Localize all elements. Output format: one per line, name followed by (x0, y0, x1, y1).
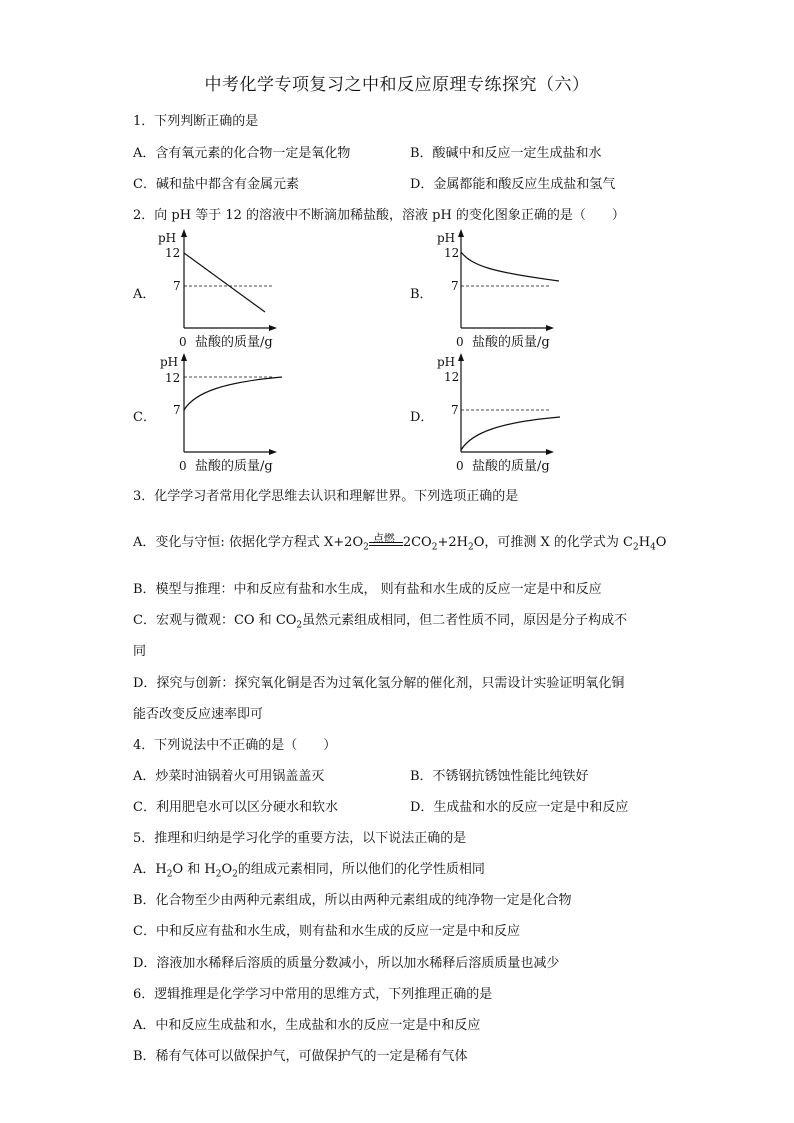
q5-option-c[interactable]: C．中和反应有盐和水生成，则有盐和水生成的反应一定是中和反应 (133, 924, 520, 939)
q6-stem: 6．逻辑推理是化学学习中常用的思维方式，下列推理正确的是 (133, 987, 493, 1002)
subscript: 2 (467, 542, 474, 553)
q3-option-c-cont: 同 (133, 644, 147, 659)
q2-option-c-label[interactable]: C． (133, 410, 156, 425)
y-axis-arrow (181, 229, 187, 237)
q1-option-d[interactable]: D．金属都能和酸反应生成盐和氢气 (410, 177, 616, 192)
q5-stem: 5．推理和归纳是学习化学的重要方法，以下说法正确的是 (133, 831, 467, 846)
x-axis-arrow (546, 449, 554, 455)
y-axis-arrow (181, 353, 187, 361)
q3-a-text-3: +2H (437, 535, 468, 550)
q6-option-a[interactable]: A．中和反应生成盐和水，生成盐和水的反应一定是中和反应 (133, 1018, 481, 1033)
x-axis-label: 盐酸的质量/g (195, 335, 273, 350)
q3-a-text-6: O (655, 535, 667, 550)
q5-option-a[interactable] (133, 858, 485, 880)
q5-option-b[interactable]: B．化合物至少由两种元素组成，所以由两种元素组成的纯净物一定是化合物 (133, 893, 572, 908)
y-axis-label: pH (437, 231, 456, 245)
y-axis-arrow (458, 353, 464, 361)
q3-stem: 3．化学学习者常用化学思维去认识和理解世界。下列选项正确的是 (133, 489, 519, 504)
q5-a-text-3: O (221, 862, 233, 877)
q3-a-text-1: A．变化与守恒: 依据化学方程式 X+2O (133, 535, 364, 550)
ph-curve (461, 252, 559, 281)
x-axis-label: 盐酸的质量/g (472, 459, 550, 474)
tick-12: 12 (165, 246, 181, 260)
y-axis-label: pH (160, 355, 179, 369)
tick-12: 12 (444, 246, 460, 260)
q5-a-text-4: 的组成元素相同，所以他们的化学性质相同 (237, 862, 485, 877)
x-axis-arrow (269, 325, 277, 331)
origin-label: 0 (179, 335, 187, 349)
q2-option-a-label[interactable]: A． (133, 287, 156, 302)
y-axis-label: pH (158, 231, 177, 245)
origin-label: 0 (456, 459, 464, 473)
subscript: 2 (166, 869, 173, 880)
q3-a-text-5: H (638, 535, 651, 550)
q3-a-text-4: O，可推测 X 的化学式为 C (473, 535, 633, 550)
q1-stem: 1．下列判断正确的是 (133, 114, 259, 129)
y-axis-arrow (458, 229, 464, 237)
q2-option-b-label[interactable]: B． (410, 287, 433, 302)
subscript: 4 (650, 542, 656, 553)
q4-option-a[interactable]: A．炒菜时油锅着火可用锅盖盖灭 (133, 769, 325, 784)
equals-sign (369, 542, 403, 546)
ph-curve (461, 417, 560, 450)
q3-option-c[interactable] (133, 609, 627, 631)
q5-option-d[interactable]: D．溶液加水稀释后溶质的质量分数减小，所以加水稀释后溶质质量也减少 (133, 956, 560, 971)
subscript: 2 (431, 542, 438, 553)
tick-7: 7 (451, 279, 459, 293)
x-axis-arrow (269, 449, 277, 455)
q3-c-text-2: 虽然元素组成相同，但二者性质不同，原因是分子构成不 (302, 613, 628, 628)
reaction-condition: 点燃 (372, 532, 395, 545)
q5-a-text-1: A．H (133, 862, 167, 877)
subscript: 2 (232, 869, 238, 880)
q4-stem: 4．下列说法中不正确的是（ ） (133, 738, 337, 753)
tick-7: 7 (173, 279, 181, 293)
q1-option-c[interactable]: C．碱和盐中都含有金属元素 (133, 177, 299, 192)
x-axis-label: 盐酸的质量/g (472, 335, 550, 350)
graph-b (432, 228, 562, 353)
subscript: 2 (632, 542, 639, 553)
tick-12: 12 (165, 371, 181, 385)
q2-stem: 2．向 pH 等于 12 的溶液中不断滴加稀盐酸，溶液 pH 的变化图象正确的是（ ） (133, 208, 625, 223)
q3-c-text-1: C．宏观与微观：CO 和 CO (133, 613, 297, 628)
q3-option-b[interactable]: B．模型与推理：中和反应有盐和水生成， 则有盐和水生成的反应一定是中和反应 (133, 582, 602, 597)
x-axis-label: 盐酸的质量/g (195, 459, 273, 474)
subscript: 2 (296, 620, 303, 631)
q5-a-text-2: O 和 H (172, 862, 216, 877)
q3-a-text-2: 2CO (402, 535, 432, 550)
subscript: 2 (215, 869, 222, 880)
q3-option-a[interactable] (133, 531, 666, 553)
q4-option-d[interactable]: D．生成盐和水的反应一定是中和反应 (410, 800, 629, 815)
ph-curve (184, 377, 282, 410)
graph-c (155, 352, 290, 477)
q1-option-a[interactable]: A．含有氧元素的化合物一定是氧化物 (133, 146, 351, 161)
graph-d (432, 352, 567, 477)
tick-7: 7 (451, 403, 459, 417)
q3-option-d[interactable]: D．探究与创新：探究氧化铜是否为过氧化氢分解的催化剂，只需设计实验证明氧化铜 (133, 676, 625, 691)
q1-option-b[interactable]: B．酸碱中和反应一定生成盐和水 (410, 146, 602, 161)
page-title: 中考化学专项复习之中和反应原理专练探究（六） (204, 75, 590, 95)
origin-label: 0 (456, 335, 464, 349)
origin-label: 0 (179, 459, 187, 473)
q4-option-c[interactable]: C．利用肥皂水可以区分硬水和软水 (133, 800, 338, 815)
q3-option-d-cont: 能否改变反应速率即可 (133, 707, 264, 722)
q2-option-d-label[interactable]: D． (410, 410, 434, 425)
x-axis-arrow (546, 325, 554, 331)
tick-12: 12 (444, 370, 460, 384)
y-axis-label: pH (437, 355, 456, 369)
graph-a (155, 228, 285, 353)
ph-curve (184, 253, 265, 312)
q4-option-b[interactable]: B．不锈钢抗锈蚀性能比纯铁好 (410, 769, 589, 784)
q6-option-b[interactable]: B．稀有气体可以做保护气，可做保护气的一定是稀有气体 (133, 1049, 468, 1064)
tick-7: 7 (173, 403, 181, 417)
subscript: 2 (363, 542, 369, 553)
